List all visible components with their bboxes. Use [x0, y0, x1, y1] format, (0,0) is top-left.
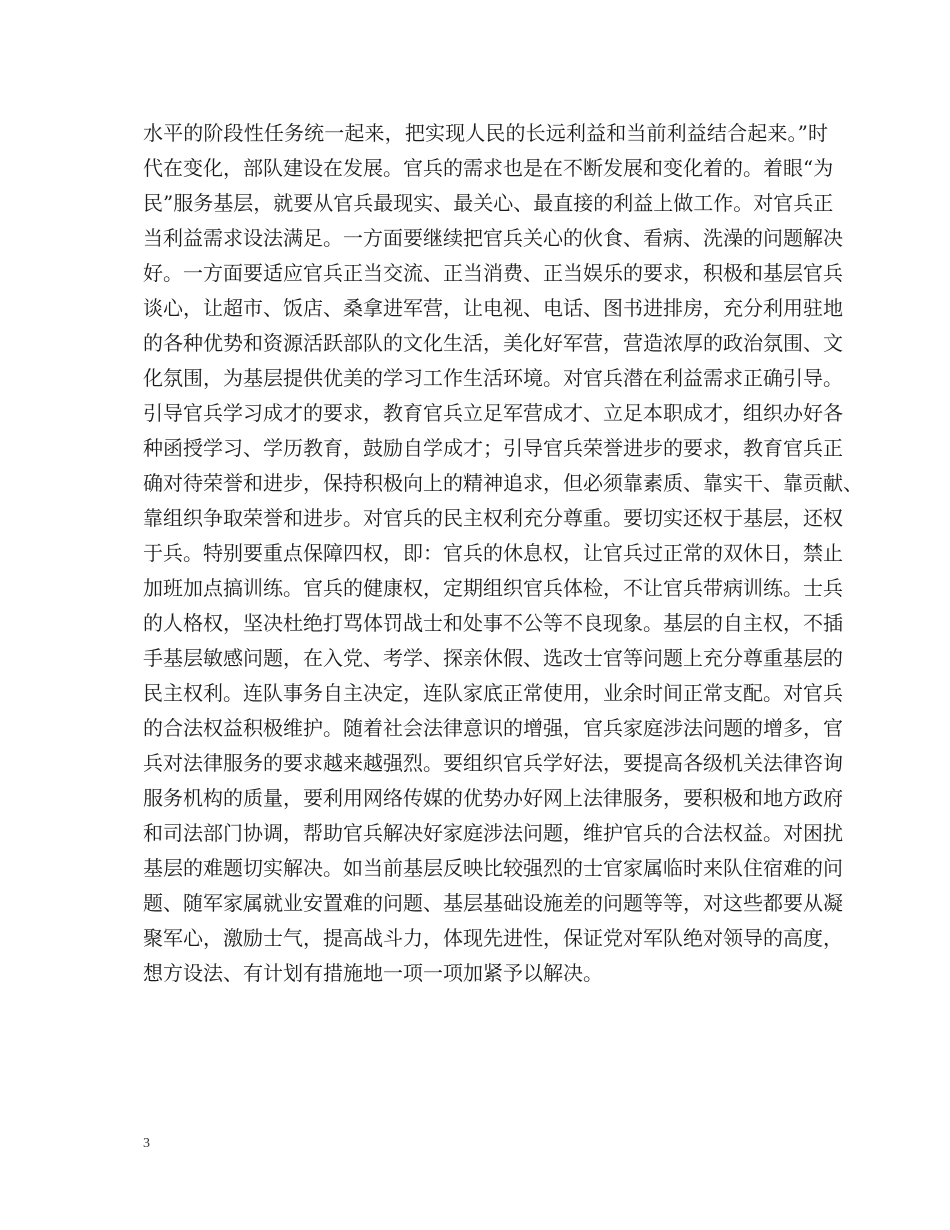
text-line: 谈心，让超市、饭店、桑拿进军营，让电视、电话、图书进排房，充分利用驻地: [143, 296, 843, 320]
page-number: 3: [143, 1136, 150, 1151]
text-line: 基层的难题切实解决。如当前基层反映比较强烈的士官家属临时来队住宿难的问: [143, 856, 843, 880]
text-line: 于兵。特别要重点保障四权，即：官兵的休息权，让官兵过正常的双休日，禁止: [143, 541, 843, 565]
text-line: 民”服务基层，就要从官兵最现实、最关心、最直接的利益上做工作。对官兵正: [143, 191, 834, 215]
text-line: 题、随军家属就业安置难的问题、基层基础设施差的问题等等，对这些都要从凝: [143, 891, 843, 915]
text-line: 当利益需求设法满足。一方面要继续把官兵关心的伙食、看病、洗澡的问题解决: [143, 226, 843, 250]
text-line: 代在变化，部队建设在发展。官兵的需求也是在不断发展和变化着的。着眼“为: [143, 156, 834, 180]
text-line: 好。一方面要适应官兵正当交流、正当消费、正当娱乐的要求，积极和基层官兵: [143, 261, 843, 285]
text-line: 引导官兵学习成才的要求，教育官兵立足军营成才、立足本职成才，组织办好各: [143, 401, 843, 425]
text-line: 确对待荣誉和进步，保持积极向上的精神追求，但必须靠素质、靠实干、靠贡献、: [143, 471, 863, 495]
text-line: 聚军心，激励士气，提高战斗力，体现先进性，保证党对军队绝对领导的高度，: [143, 926, 843, 950]
text-line: 化氛围，为基层提供优美的学习工作生活环境。对官兵潜在利益需求正确引导。: [143, 366, 843, 390]
text-line: 手基层敏感问题，在入党、考学、探亲休假、选改士官等问题上充分尊重基层的: [143, 646, 843, 670]
text-line: 加班加点搞训练。官兵的健康权，定期组织官兵体检，不让官兵带病训练。士兵: [143, 576, 843, 600]
text-line: 兵对法律服务的要求越来越强烈。要组织官兵学好法，要提高各级机关法律咨询: [143, 751, 843, 775]
text-line: 靠组织争取荣誉和进步。对官兵的民主权利充分尊重。要切实还权于基层，还权: [143, 506, 843, 530]
text-line: 民主权利。连队事务自主决定，连队家底正常使用，业余时间正常支配。对官兵: [143, 681, 843, 705]
text-line: 服务机构的质量，要利用网络传媒的优势办好网上法律服务，要积极和地方政府: [143, 786, 843, 810]
text-line: 的各种优势和资源活跃部队的文化生活，美化好军营，营造浓厚的政治氛围、文: [143, 331, 843, 355]
text-line: 水平的阶段性任务统一起来，把实现人民的长远利益和当前利益结合起来。”时: [143, 121, 828, 145]
text-line: 和司法部门协调，帮助官兵解决好家庭涉法问题，维护官兵的合法权益。对困扰: [143, 821, 843, 845]
text-line: 的人格权，坚决杜绝打骂体罚战士和处事不公等不良现象。基层的自主权，不插: [143, 611, 843, 635]
body-paragraph: [143, 116, 863, 991]
text-line: 种函授学习、学历教育，鼓励自学成才；引导官兵荣誉进步的要求，教育官兵正: [143, 436, 843, 460]
text-line: 想方设法、有计划有措施地一项一项加紧予以解决。: [143, 961, 603, 985]
text-line: 的合法权益积极维护。随着社会法律意识的增强，官兵家庭涉法问题的增多，官: [143, 716, 843, 740]
